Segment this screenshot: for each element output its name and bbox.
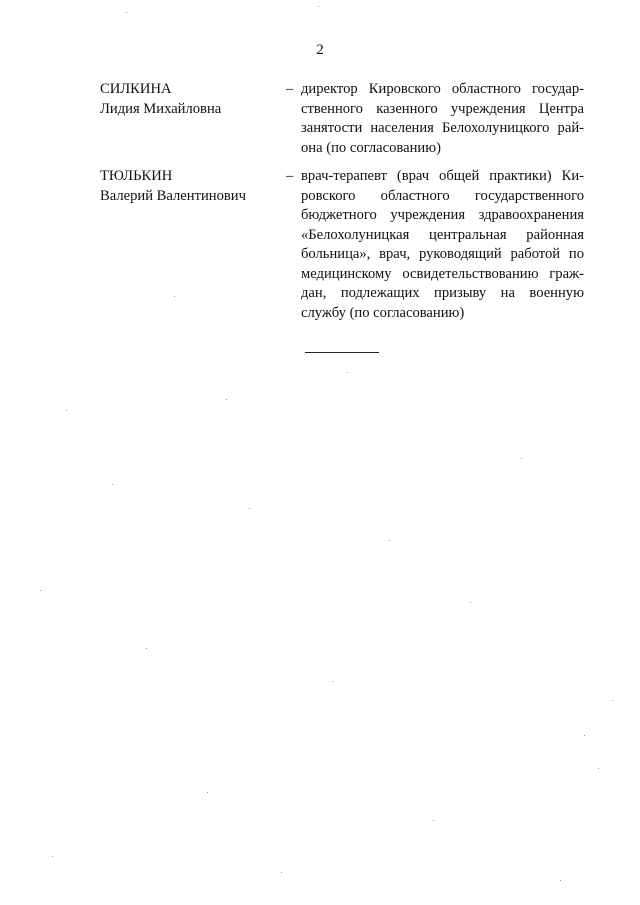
member-surname: СИЛКИНА (100, 81, 172, 97)
scan-speck (40, 590, 41, 591)
description-line: медицинскому освидетельствованию граж- (301, 265, 584, 282)
member-position-description (301, 167, 584, 323)
description-line: больница», врач, руководящий работой по (301, 246, 584, 262)
scan-speck (584, 735, 585, 736)
scan-speck (433, 820, 434, 821)
description-line: ственного казенного учреждения Центра (301, 100, 584, 117)
scan-speck (389, 540, 390, 541)
dash-separator: – (286, 81, 294, 97)
member-name (100, 80, 280, 119)
member-given-names: Валерий Валентинович (100, 187, 246, 204)
scan-speck (281, 872, 282, 873)
scan-speck (598, 768, 599, 769)
closing-rule (305, 352, 379, 353)
scan-speck (52, 856, 53, 857)
scan-speck (347, 372, 348, 373)
scan-speck (126, 12, 127, 13)
description-line: бюджетного учреждения здравоохранения (301, 207, 584, 223)
scan-speck (332, 681, 333, 682)
scan-speck (470, 602, 471, 603)
dash-separator: – (286, 168, 294, 184)
description-line: она (по согласованию) (301, 139, 441, 156)
scan-speck (560, 880, 561, 881)
scan-speck (249, 508, 250, 509)
member-name (100, 167, 280, 206)
scan-speck (112, 484, 113, 485)
scan-speck (318, 6, 319, 7)
description-line: ровского областного государственного (301, 187, 584, 204)
scan-speck (66, 410, 67, 411)
member-given-names: Лидия Михайловна (100, 100, 222, 117)
scan-speck (226, 399, 227, 400)
scan-speck (146, 648, 147, 649)
description-line: директор Кировского областного государ- (301, 81, 584, 97)
description-line: «Белохолуницкая центральная районная (301, 226, 584, 243)
scan-speck (174, 296, 175, 297)
scan-speck (521, 458, 522, 459)
member-surname: ТЮЛЬКИН (100, 168, 173, 184)
description-line: занятости населения Белохолуницкого рай- (301, 120, 584, 136)
page-number: 2 (316, 42, 324, 58)
description-line: дан, подлежащих призыву на военную (301, 285, 584, 301)
scan-speck (207, 792, 208, 793)
description-line: врач-терапевт (врач общей практики) Ки- (301, 168, 584, 184)
scan-speck (612, 700, 613, 701)
description-line: службу (по согласованию) (301, 304, 465, 321)
member-position-description (301, 80, 584, 158)
